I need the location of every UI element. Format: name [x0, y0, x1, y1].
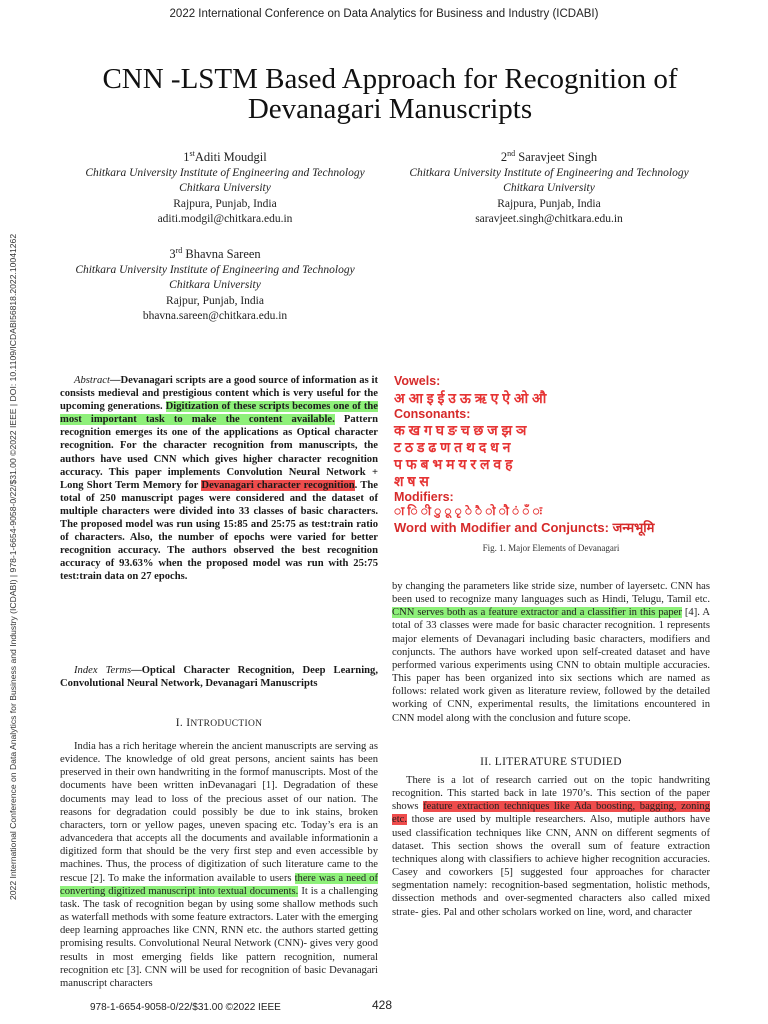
figure-vowels: अ आ इ ई उ ऊ ऋ ए ऐ ओ औ — [394, 390, 547, 406]
author-name-text: Bhavna Sareen — [182, 247, 261, 262]
index-terms-label: Index Terms — [74, 665, 132, 676]
paragraph-text: There is a lot of research carried out on the topic handwriting recognition. This started back in late 1970’s. This section of the paper shows — [392, 775, 710, 813]
author-name-text: Saravjeet Singh — [515, 150, 598, 165]
right-column-paragraph — [392, 580, 710, 725]
figure-consonants-label: Consonants: — [394, 407, 471, 421]
figure-caption: Fig. 1. Major Elements of Devanagari — [482, 543, 620, 553]
author-university: Chitkara University — [503, 182, 595, 195]
author-ordinal: 1 — [183, 150, 190, 165]
highlight-green: Digitization of these scripts becomes one of the most important task to make the content available. — [60, 401, 378, 426]
footer-isbn: 978-1-6654-9058-0/22/$31.00 ©2022 IEEE — [90, 1002, 281, 1013]
author-name — [60, 146, 390, 166]
author-university: Chitkara University — [179, 182, 271, 195]
abstract-text: . The total of 250 manuscript pages were considered and the dataset of multiple characters were divided into 33 classes of basic characters. The proposed model was run using 15:85 and 25:75 as test:train ratio of characters. Also, the number of epochs were varied for better recognition accuracy. The authors observed the best recognition accuracy of 93.63% when the proposed model was run with 25:75 test:train data on 27 epochs. — [60, 479, 379, 583]
section-initial: I — [186, 717, 191, 729]
author-block-3 — [50, 243, 380, 325]
author-ordinal-suffix: nd — [507, 149, 516, 158]
section-heading-literature: II. LITERATURE STUDIED — [480, 756, 622, 768]
doi-sidebar — [6, 140, 20, 900]
author-ordinal-suffix: st — [189, 149, 195, 158]
author-ordinal-suffix: rd — [175, 246, 183, 255]
author-email[interactable]: saravjeet.singh@chitkara.edu.in — [475, 213, 623, 226]
author-name — [384, 146, 714, 166]
paragraph-text: [4]. A total of 33 classes were made for basic character recognition. 1 represents major elements of Devanagari including basic characters, modifiers and conjuncts. The authors have worked upon self-created dataset and have performed various experiments using CNN to obtain multiple accuracies. This paper has been organized into six sections which are named as follows: related work given as literature review, followed by the detailed working of CNN, experimental results, the limitations encountered in CNN model along with the conclusion and future scope. — [392, 607, 710, 724]
figure-modifiers-label: Modifiers: — [394, 490, 454, 504]
author-location: Rajpur, Punjab, India — [166, 294, 264, 307]
paragraph-text: those are used by multiple researchers. Also, mutiple authors have used classification techniques like CNN, ANN on different segments of dataset. This section shows the overall sum of feature extraction techniques along with classifiers to achieve higher recognition accuracies. Casey and coworkers [5] suggested four approaches for character segmentation namely: recognition-based segmentation, holistic methods, dissection methods and over-segmented characters also called mixed strate- gies. Pal and other scholars worked on line, word, and character — [392, 814, 710, 918]
highlight-green: there was a need of converting digitized manuscript into textual documents. — [60, 872, 379, 897]
index-terms-dash: — — [131, 665, 142, 676]
paragraph-text: by changing the parameters like stride size, number of layersetc. CNN has been used to recognize many languages such as Hindi, Telugu, Tamil etc. — [392, 581, 710, 606]
figure-devanagari-elements — [392, 374, 692, 535]
highlight-red: feature extraction techniques like Ada boosting, bagging, zoning etc. — [392, 801, 710, 826]
author-institute: Chitkara University Institute of Engineering and Technology — [409, 166, 689, 179]
figure-modifiers: ा ि ी ु ू ृ े ै ो ौ ं ँ ः — [394, 504, 543, 518]
author-location: Rajpura, Punjab, India — [173, 197, 277, 210]
figure-consonants-row: ट ठ ड ढ ण त थ द ध न — [394, 439, 511, 455]
paper-title — [40, 64, 740, 124]
section-numeral: I. — [175, 717, 187, 729]
figure-vowels-label: Vowels: — [394, 374, 441, 388]
figure-consonants-row: क ख ग घ ङ च छ ज झ ञ — [394, 422, 527, 438]
abstract — [60, 374, 378, 584]
author-name-text: Aditi Moudgil — [194, 150, 267, 165]
author-ordinal: 2 — [500, 150, 508, 165]
author-email[interactable]: bhavna.sareen@chitkara.edu.in — [142, 310, 288, 323]
abstract-text: Pattern recognition emerges its one of the applications as Optical character recognition. For the character recognition from manuscripts, the authors have used CNN which gives higher character recognition accuracy. This paper implements Convolution Neural Network + Long Short Term Memory for — [60, 414, 378, 491]
author-block-1 — [60, 146, 390, 228]
conference-header: 2022 International Conference on Data Analytics for Business and Industry (ICDABI) — [169, 8, 599, 20]
author-university: Chitkara University — [169, 279, 261, 292]
abstract-dash: — — [109, 375, 121, 386]
doi-sidebar-text: 2022 International Conference on Data Analytics for Business and Industry (ICDABI) | 978-1-6654-9058-0/22/$31.00 ©2022 IEEE | DOI: 10.1109/ICDABI56818.2022.10041262 — [8, 233, 18, 900]
author-email[interactable]: aditi.modgil@chitkara.edu.in — [157, 213, 293, 226]
index-terms-text: Optical Character Recognition, Deep Learning, Convolutional Neural Network, Devanagari Manuscripts — [60, 665, 378, 690]
figure-conjuncts — [394, 518, 654, 536]
author-ordinal: 3 — [169, 247, 176, 262]
author-institute: Chitkara University Institute of Engineering and Technology — [85, 166, 365, 179]
title-line-1: CNN -LSTM Based Approach for Recognition of — [102, 63, 678, 95]
figure-conjuncts-word: जन्मभूमि — [612, 520, 655, 535]
author-block-2 — [384, 146, 714, 228]
figure-consonants-row: प फ ब भ म य र ल व ह — [394, 456, 513, 472]
figure-conjuncts-label: Word with Modifier and Conjuncts: — [394, 520, 613, 535]
introduction-paragraph — [60, 740, 378, 990]
index-terms — [60, 664, 378, 690]
section-title-rest: NTRODUCTION — [190, 719, 263, 729]
literature-paragraph — [392, 774, 710, 919]
abstract-text: Devanagari scripts are a good source of information as it consists medieval and prestigious content which is very useful for the upcoming generations. — [60, 375, 378, 413]
highlight-green: CNN serves both as a feature extractor and a classifier in this paper — [392, 607, 682, 619]
abstract-label: Abstract — [74, 375, 110, 386]
author-institute: Chitkara University Institute of Engineering and Technology — [75, 263, 355, 276]
title-line-2: Devanagari Manuscripts — [247, 93, 533, 125]
page-number: 428 — [372, 998, 393, 1012]
author-location: Rajpura, Punjab, India — [497, 197, 601, 210]
paragraph-text: India has a rich heritage wherein the ancient manuscripts are serving as evidence. The knowledge of old great persons, ancient saints has been preserved in their own handwriting in the formof manuscripts. Most of the documents have been written inDevanagari [1]. Degradation of these documents may lead to loss of the precious asset of our nation. The reasons for degradation could possibly be due to ink stains, broken characters, torn or yellow pages, uneven spacing etc. Today’s era is an advancedera that accepts all the documents and available informationin a digitized form that should be the very first step and even accessible by machines. Thus, the process of digitization of such literature came to the rescue [2]. To make the information available to users — [60, 741, 378, 884]
author-name — [50, 243, 380, 263]
figure-consonants-row: श ष स — [394, 473, 429, 489]
highlight-red: Devanagari character recognition — [201, 479, 355, 491]
section-heading-introduction — [60, 717, 378, 729]
paragraph-text: It is a challenging task. The task of recognition began by using some shallow methods such as waterfall methods with some feature extractors. Later with the emerging deep learning approaches like CNN, RNN etc. the authors started getting promising results. Convolutional Neural Network (CNN)- gives very good results in most emerging fields like pattern recognition, numeral recognition etc [3]. CNN will be used for recognition of basic Devanagari manuscript characters — [60, 885, 378, 989]
